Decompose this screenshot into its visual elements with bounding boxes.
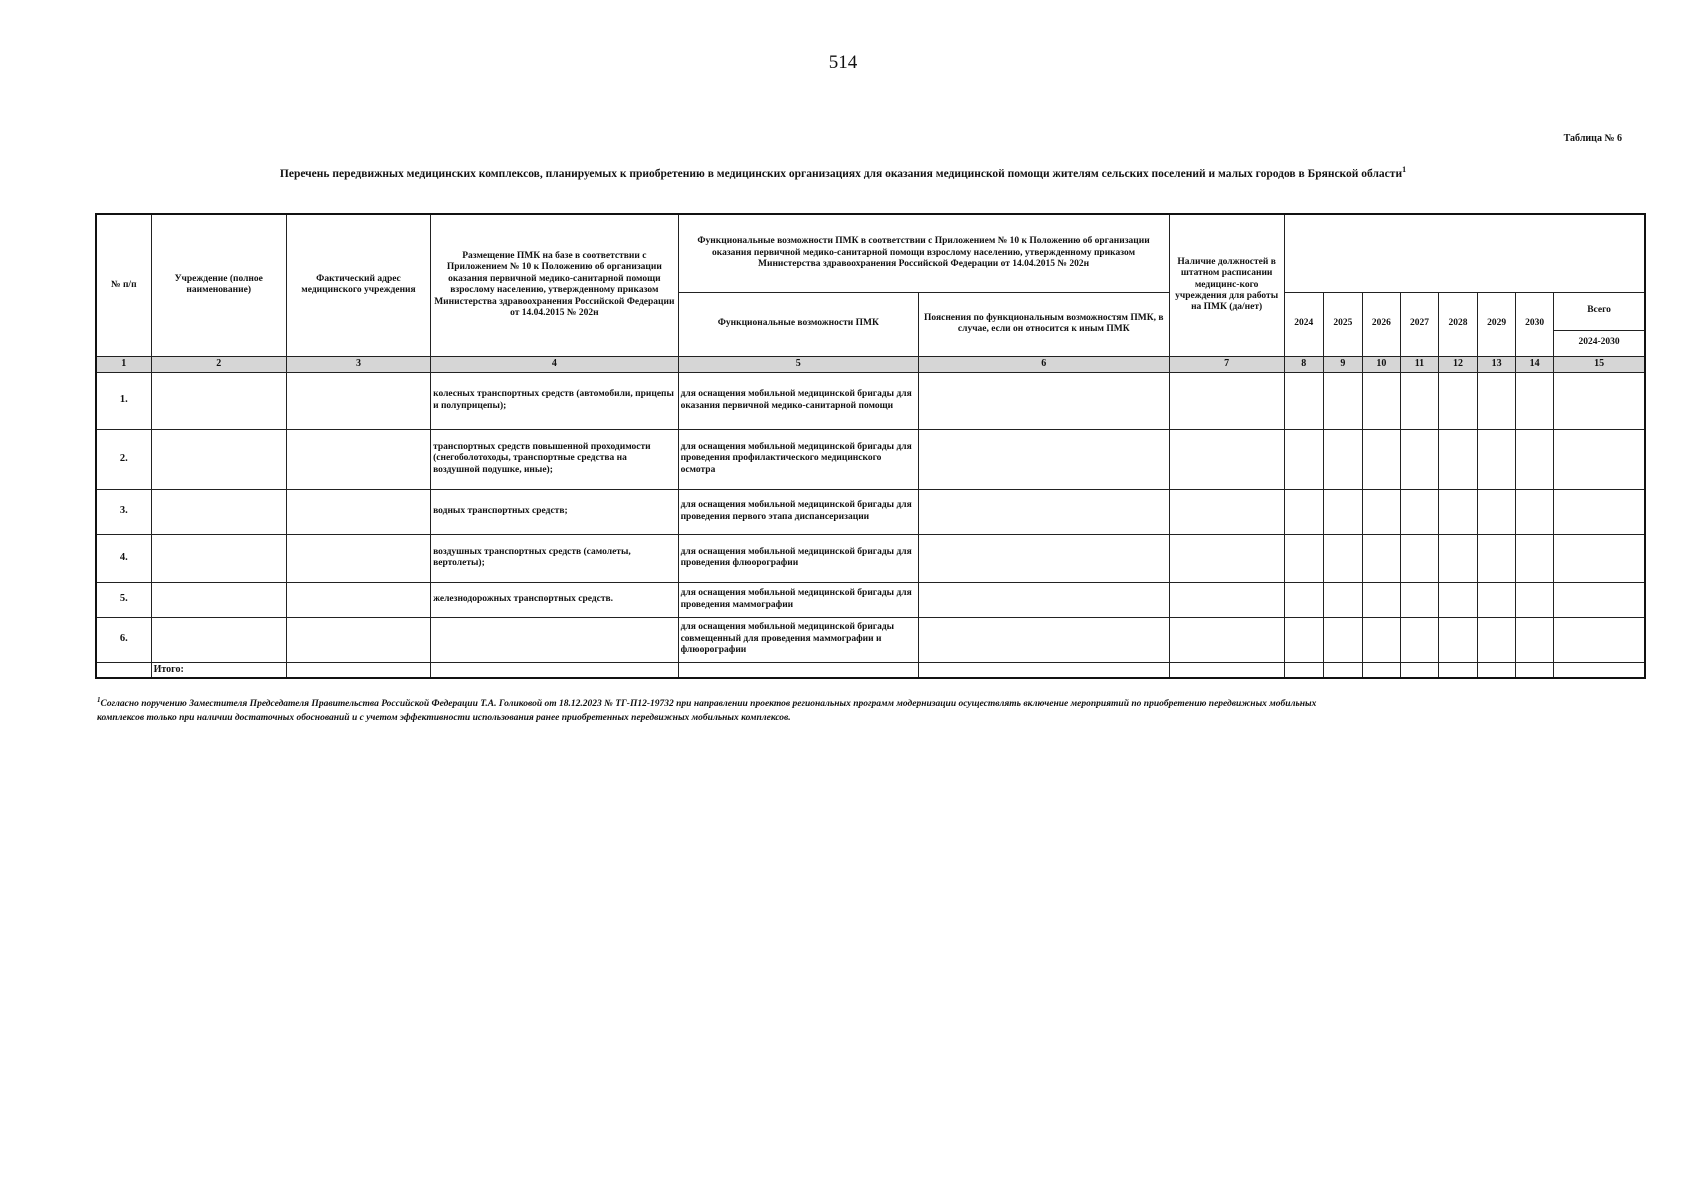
year-cell [1362,617,1400,662]
year-cell [1438,489,1477,534]
staff-cell [1169,489,1284,534]
header-functional: Функциональные возможности ПМК [678,292,918,356]
header-staff: Наличие должностей в штатном расписании медицинс-кого учреждения для работы на ПМК (да/нет) [1169,214,1284,356]
placement-cell: транспортных средств повышенной проходимости (снегоболотоходы, транспортные средства на воздушной подушке, иные); [431,429,678,489]
row-number: 4. [96,534,151,582]
year-cell [1516,489,1554,534]
table-row [96,534,1645,582]
column-number: 14 [1516,356,1554,372]
explanation-cell [919,617,1169,662]
table-row [96,429,1645,489]
year-cell [1438,534,1477,582]
year-cell [1400,489,1438,534]
staff-cell [1169,582,1284,617]
column-number: 8 [1284,356,1323,372]
staff-cell [1169,534,1284,582]
header-year-2027: 2027 [1400,292,1438,356]
column-number: 11 [1400,356,1438,372]
explanation-cell [919,489,1169,534]
year-cell [1400,372,1438,429]
header-year-2030: 2030 [1516,292,1554,356]
column-number: 6 [919,356,1169,372]
year-cell [1323,582,1362,617]
year-cell [1323,662,1362,678]
column-number: 2 [151,356,286,372]
year-cell [1284,582,1323,617]
year-cell [1516,617,1554,662]
column-number: 4 [431,356,678,372]
header-year-2024: 2024 [1284,292,1323,356]
year-cell [1362,534,1400,582]
year-cell [1516,534,1554,582]
functional-cell [678,662,918,678]
year-cell [1400,662,1438,678]
footnote-text: Согласно поручению Заместителя Председателя Правительства Российской Федерации Т.А. Голиковой от 18.12.2023 № ТГ-П12-19732 при направлении проектов региональных программ модернизации осуществлять включение мероприятий по приобретению передвижных мобильных комплексов только при наличии достаточных обоснований и с учетом эффективности использования ранее приобретенных передвижных мобильных комплексов. [97,699,1317,723]
functional-cell: для оснащения мобильной медицинской бригады для проведения профилактического медицинского осмотра [678,429,918,489]
column-number: 15 [1554,356,1645,372]
row-number: 6. [96,617,151,662]
total-cell [1554,582,1645,617]
total-cell [1554,662,1645,678]
column-number: 5 [678,356,918,372]
total-row [96,662,1645,678]
staff-cell [1169,372,1284,429]
footnote-mark: 1 [97,696,101,704]
row-number: 1. [96,372,151,429]
year-cell [1438,429,1477,489]
year-cell [1323,429,1362,489]
staff-cell [1169,617,1284,662]
column-number: 13 [1478,356,1516,372]
functional-cell: для оснащения мобильной медицинской бригады для оказания первичной медико-санитарной помощи [678,372,918,429]
header-address: Фактический адрес медицинского учреждения [286,214,430,356]
year-cell [1438,372,1477,429]
functional-cell: для оснащения мобильной медицинской бригады для проведения первого этапа диспансеризации [678,489,918,534]
year-cell [1516,662,1554,678]
footnote [97,695,1327,726]
header-functional-group: Функциональные возможности ПМК в соответствии с Приложением № 10 к Положению об организации оказания первичной медико-санитарной помощи взрослому населению, утвержденному приказом Министерства здравоохранения Российской Федерации от 14.04.2015 № 202н [678,214,1169,292]
year-cell [1284,372,1323,429]
header-num: № п/п [96,214,151,356]
placement-cell: колесных транспортных средств (автомобили, прицепы и полуприцепы); [431,372,678,429]
column-number: 10 [1362,356,1400,372]
header-year-2029: 2029 [1478,292,1516,356]
year-cell [1362,582,1400,617]
explanation-cell [919,534,1169,582]
document-title [40,165,1646,180]
year-cell [1516,429,1554,489]
row-number: 2. [96,429,151,489]
year-cell [1323,372,1362,429]
functional-cell: для оснащения мобильной медицинской бригады для проведения маммографии [678,582,918,617]
year-cell [1400,582,1438,617]
year-cell [1362,489,1400,534]
address-cell [286,489,430,534]
table-row [96,372,1645,429]
year-cell [1438,617,1477,662]
total-cell [1554,489,1645,534]
column-number: 9 [1323,356,1362,372]
table-row [96,582,1645,617]
year-cell [1400,617,1438,662]
address-cell [286,534,430,582]
year-cell [1438,662,1477,678]
placement-cell: железнодорожных транспортных средств. [431,582,678,617]
address-cell [286,617,430,662]
year-cell [1323,534,1362,582]
header-years-group [1284,214,1645,292]
placement-cell: водных транспортных средств; [431,489,678,534]
header-row-1 [96,214,1645,292]
year-cell [1284,429,1323,489]
staff-cell [1169,662,1284,678]
year-cell [1478,617,1516,662]
explanation-cell [919,372,1169,429]
column-number: 3 [286,356,430,372]
explanation-cell [919,429,1169,489]
year-cell [1362,429,1400,489]
staff-cell [1169,429,1284,489]
institution-cell [151,582,286,617]
address-cell [286,582,430,617]
functional-cell: для оснащения мобильной медицинской бригады совмещенный для проведения маммографии и флюорографии [678,617,918,662]
address-cell [286,662,430,678]
institution-cell [151,534,286,582]
column-number: 1 [96,356,151,372]
header-total: Всего [1554,292,1645,330]
header-year-2025: 2025 [1323,292,1362,356]
year-cell [1284,534,1323,582]
table-label: Таблица № 6 [1563,133,1622,144]
total-row-label: Итого: [151,662,286,678]
year-cell [1362,662,1400,678]
year-cell [1323,489,1362,534]
year-cell [1478,582,1516,617]
total-row-num-cell [96,662,151,678]
total-cell [1554,372,1645,429]
year-cell [1516,582,1554,617]
table-row [96,617,1645,662]
explanation-cell [919,582,1169,617]
year-cell [1284,662,1323,678]
header-year-2028: 2028 [1438,292,1477,356]
column-number: 7 [1169,356,1284,372]
year-cell [1284,489,1323,534]
year-cell [1400,534,1438,582]
address-cell [286,429,430,489]
explanation-cell [919,662,1169,678]
address-cell [286,372,430,429]
year-cell [1323,617,1362,662]
row-number: 3. [96,489,151,534]
total-cell [1554,617,1645,662]
header-total-period: 2024-2030 [1554,330,1645,356]
row-number: 5. [96,582,151,617]
header-year-2026: 2026 [1362,292,1400,356]
placement-cell: воздушных транспортных средств (самолеты, вертолеты); [431,534,678,582]
document-title-text: Перечень передвижных медицинских комплексов, планируемых к приобретению в медицинских организациях для оказания медицинской помощи жителям сельских поселений и малых городов в Брянской области [279,167,1403,180]
year-cell [1284,617,1323,662]
page-number: 514 [828,52,858,73]
year-cell [1516,372,1554,429]
header-institution: Учреждение (полное наименование) [151,214,286,356]
header-explanation: Пояснения по функциональным возможностям ПМК, в случае, если он относится к иным ПМК [919,292,1169,356]
column-number: 12 [1438,356,1477,372]
institution-cell [151,617,286,662]
header-placement: Размещение ПМК на базе в соответствии с Приложением № 10 к Положению об организации оказания первичной медико-санитарной помощи взрослому населению, утвержденному приказом Министерства здравоохранения Российской Федерации от 14.04.2015 № 202н [431,214,678,356]
year-cell [1478,489,1516,534]
year-cell [1478,662,1516,678]
year-cell [1478,372,1516,429]
year-cell [1438,582,1477,617]
year-cell [1478,429,1516,489]
functional-cell: для оснащения мобильной медицинской бригады для проведения флюорографии [678,534,918,582]
institution-cell [151,372,286,429]
year-cell [1400,429,1438,489]
year-cell [1362,372,1400,429]
title-footnote-mark: 1 [1402,165,1407,174]
total-cell [1554,534,1645,582]
institution-cell [151,429,286,489]
mobile-complexes-table [95,213,1646,679]
placement-cell [431,617,678,662]
year-cell [1478,534,1516,582]
total-cell [1554,429,1645,489]
placement-cell [431,662,678,678]
institution-cell [151,489,286,534]
table-row [96,489,1645,534]
column-numbers-row [96,356,1645,372]
